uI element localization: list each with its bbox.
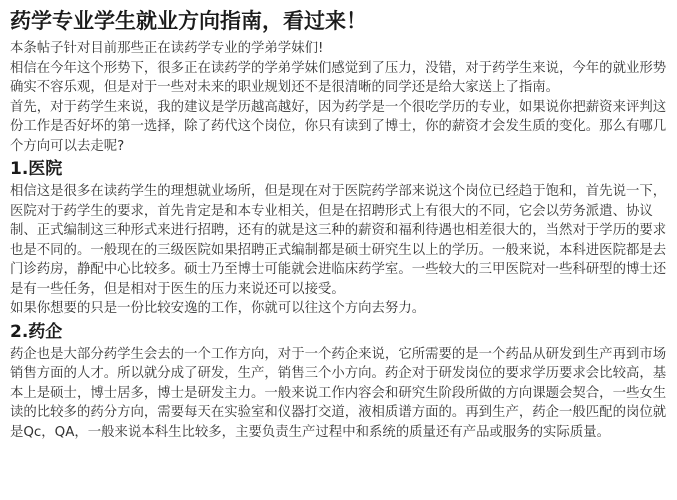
section-heading-pharma-company: 2.药企 [10,321,63,342]
section-paragraph: 相信这是很多在读药学生的理想就业场所，但是现在对于医院药学部来说这个岗位已经趋于饱和，首先说一下，医院对于药学生的要求，首先肯定是和本专业相关，但是在招聘形式上有很大的不同，它会以劳务派遣、协议制、正式编制这三种形式来进行招聘，还有的就是这三种的薪资和福利待遇也相差很大的，当然对于学历的要求也是不同的。一般现在的三级医院如果招聘正式编制都是硕士研究生以上的学历。一般来说，本科进医院都是去门诊药房，静配中心比较多。硕士乃至博士可能就会进临床药学室。一些较大的三甲医院对一些科研型的博士还是有一些任务，但是相对于医生的压力来说还可以接受。 [10,184,667,297]
intro-paragraph: 相信在今年这个形势下，很多正在读药学的学弟学妹们感觉到了压力，没错，对于药学生来说，今年的就业形势确实不容乐观，但是对于一些对未来的职业规划还不是很清晰的同学还是给大家送上了指南。 [10,60,667,95]
section-paragraph: 药企也是大部分药学生会去的一个工作方向，对于一个药企来说，它所需要的是一个药品从研发到生产再到市场销售方面的人才。所以就分成了研发，生产，销售三个小方向。药企对于研发岗位的要求学历要求会比较高，基本上是硕士，博士居多，博士是研发主力。一般来说工作内容会和研究生阶段所做的方向课题会契合，一些女生读的比较多的药分方向，需要每天在实验室和仪器打交道，液相质谱方面的。再到生产，药企一般匹配的岗位就是Qc，QA，一般来说本科生比较多，主要负责生产过程中和系统的质量还有产品或服务的实际质量。 [10,346,667,440]
article [10,6,670,442]
article-title: 药学专业学生就业方向指南，看过来！ [10,9,367,33]
section-heading-hospital: 1.医院 [10,159,63,179]
intro-paragraph: 本条帖子针对目前那些正在读药学专业的学弟学妹们! [10,41,324,56]
section-paragraph: 如果你想要的只是一份比较安逸的工作，你就可以往这个方向去努力。 [10,301,426,316]
intro-paragraph: 首先，对于药学生来说，我的建议是学历越高越好，因为药学是一个很吃学历的专业，如果说你把薪资来评判这份工作是否好坏的第一选择，除了药代这个岗位，你只有读到了博士，你的薪资才会发生质的变化。那么有哪几个方向可以去走呢? [10,99,667,154]
